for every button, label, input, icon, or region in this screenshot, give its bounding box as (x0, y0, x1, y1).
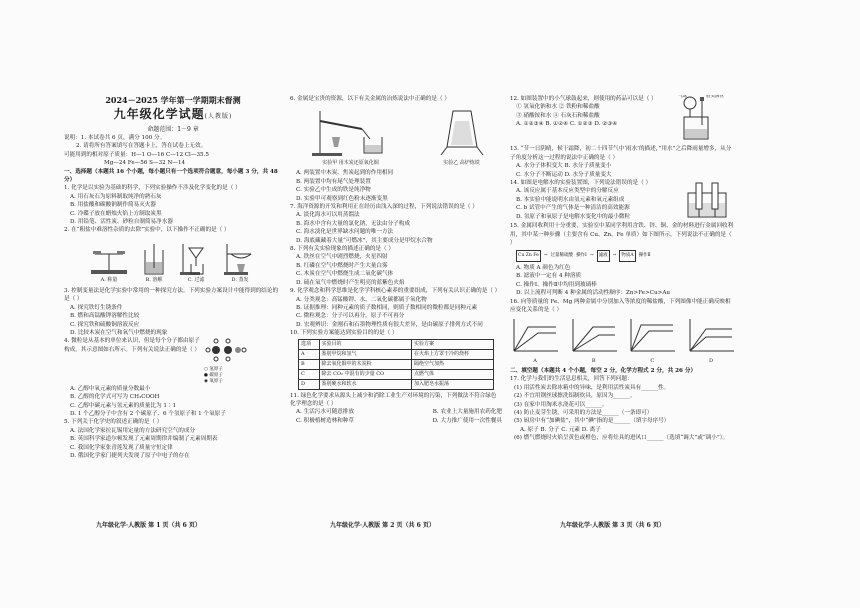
arrow-right-icon: → (543, 252, 548, 258)
experiment-table (298, 339, 494, 390)
option: D. 海底藏藏着大量“可燃冰”，其主要成分是甲烷水合物 (296, 237, 433, 244)
option: B. 滤液中一定有 4 种溶质 (516, 273, 582, 280)
question-text: 15. 金属回收利用十分重要，实验室中某同学利用含铁、锌、铜、金的材料进行金属回收利用，其中某一种步骤（主要含有 Cu、Zn、Fe 单质）如下图所示，下列说法不正确的是（ ） (510, 223, 734, 247)
arrow-right-icon: → (612, 252, 617, 258)
option: A. 淡化海水可以用蒸馏法 (296, 212, 360, 219)
arrow-right-icon: → (589, 252, 594, 258)
graph-label: C (650, 357, 655, 364)
flow-node: Cu Zn Fe (516, 250, 541, 262)
flow-label: 操作Ⅱ (638, 252, 651, 258)
graph-label: B (591, 357, 596, 364)
page-footer: 九年级化学·人教版 第 1 页（共 6 页） (96, 522, 201, 529)
question-text: 11. 绿色化学要求从源头上减少和消除工业生产对环境的污染，下列做法不符合绿色化学理念的是（ ） (290, 392, 497, 407)
option: C. 我国化学家张青莲发现了质量守恒定律 (70, 444, 173, 451)
sub-question: (6) 燃气燃烧时火焰呈黄色或橙色，应将灶具的进风口______（选填“调大”或“调小”）。 (514, 435, 729, 442)
option: C. 实验乙中生成的铁是纯净物 (296, 187, 371, 194)
option: D. 硫在氧气中燃烧时产生明亮的蓝紫色火焰 (296, 279, 405, 286)
note-line: 说明：1. 本试卷共 6 页，满分 100 分。 (64, 135, 166, 141)
page-2 (290, 95, 502, 535)
beaker-figure (139, 242, 169, 284)
page-3 (510, 95, 736, 535)
option: B. 英国科学家道尔顿发现了元素周期律并编制了元素周期表 (70, 436, 218, 443)
molecule-figure (204, 337, 280, 384)
q4-block (64, 337, 282, 384)
question-text: 17. 化学与我们的生活息息相关，回答下列问题： (510, 376, 633, 383)
evaporate-figure (223, 242, 257, 284)
page-1 (64, 95, 282, 535)
fig-label: C. 过滤 (187, 277, 205, 284)
fig-label: 实验甲 用木炭还原氧化铜 (322, 160, 379, 166)
q14-text (510, 179, 684, 222)
graph-d (686, 317, 736, 365)
option: A. 该反应属于基本反应类型中的分解反应 (516, 188, 619, 195)
page-footer: 九年级化学·人教版 第 2 页（共 6 页） (330, 522, 435, 529)
blast-furnace-figure (437, 107, 487, 167)
question-text: 8. 下列有关实验现象的描述正确的是（ ） (290, 246, 394, 253)
option-row (290, 417, 502, 425)
question-text: 1. 化学是以实验为基础的科学，下列实验操作不涉及化学变化的是（ ） (64, 185, 241, 192)
option: ③ 硝酸铵和水 ④ 石灰石和稀盐酸 (516, 112, 600, 119)
flask-figure (678, 95, 734, 145)
q16-graphs (510, 317, 736, 365)
fig-label: D. 蒸发 (231, 277, 249, 284)
option: C. 乙醇中碳元素与氢元素的质量比为 1∶1 (70, 402, 177, 409)
q12-text (510, 95, 678, 145)
question-text: 16. 向等质量的 Fe、Mg 两种金属中分别加入等浓度的稀盐酸，下列图像中能正确反映相应变化关系的是（ ） (510, 298, 731, 314)
carbon-reduction-figure (306, 107, 396, 167)
question-text: 5. 下列关于化学史的叙述正确的是（ ） (64, 419, 163, 426)
option: C. 水分子不断运动 D. 水分子质量变大 (516, 171, 612, 178)
question-text: 4. 微粒是从基本的单位来认识，但是每个分子都由原子构成。其示意图如右所示。下列有关说法正确的是（ ） (64, 338, 201, 353)
table-cell: 隔绝空气加热 (411, 359, 493, 369)
option: ① 氢氧化钠和水 ② 铁粉和稀盐酸 (516, 104, 600, 111)
table-row (299, 359, 494, 369)
option: C. b 试管中产生的气体是一种清洁的高效能源 (516, 205, 630, 212)
option: B. 两装置中均有尾气处理装置 (296, 178, 371, 185)
option: D. 用铅笔、活性炭、砂粒自制简易净水器 (70, 219, 173, 226)
main-title-text: 九年级化学试题 (113, 107, 205, 121)
question-text: 10. 下列实验方案能达到实验目的的是（ ） (290, 330, 398, 337)
table-header: 选项 (299, 339, 320, 349)
legend-label: 氢原子 (209, 366, 223, 372)
question-text: 7. 海洋资源的开发和利用正在经历由浅入深的过程，下列说法错误的是（ ） (290, 204, 478, 211)
q12-block (510, 95, 736, 145)
note-line: 可能用到的相对原子质量：H—1 O—16 C—12 Cl—35.5 (64, 151, 209, 158)
table-cell: D (299, 379, 320, 389)
option: A. 物质 A 颜色为红色 (516, 265, 571, 272)
exam-top-title: 2024－2025 学年第一学期期末督测 (105, 95, 241, 105)
table-header: 实验方案 (411, 339, 493, 349)
table-row (299, 369, 494, 379)
table-cell: 鉴别硬水和软水 (319, 379, 411, 389)
legend-label: 氧原子 (209, 378, 223, 384)
legend-item: ○ 氢原子 (204, 366, 223, 372)
sub-question: (2) 不宜用钢丝球擦洗铝制炊具，原因为______。 (514, 393, 636, 400)
question-text: 2. 在“粗盐中难溶性杂质的去除”实验中，以下操作不正确的是（ ） (64, 227, 230, 234)
fig-label: 气球 (678, 95, 687, 99)
sub-question: (4) 防止麦芽生锈，可采用的方法是______（一条即可） (514, 409, 653, 416)
option: B. 红磷在空气中燃烧时产生大量白雾 (296, 262, 388, 269)
option: A. 法国化学家拉瓦锡用定量的方法研究空气的成分 (70, 427, 196, 434)
sub-question: A. 原子 B. 分子 C. 元素 D. 离子 (520, 426, 601, 433)
question-text: 6. 金属是宝贵的资源，以下有关金属的冶炼说法中正确的是（ ） (290, 96, 450, 102)
exam-main-title (64, 106, 282, 125)
table-cell: A (299, 349, 320, 359)
option: D. 氢原子和氧原子是电解水变化中的最小微粒 (516, 213, 631, 220)
option: B. 用盐酸和碳酸钠制作简易灭火器 (70, 202, 156, 209)
option: A. 用石灰石为原料制取纯净的熟石灰 (70, 193, 162, 200)
option: B. 燃和高锰酸钾溶解性比较 (70, 313, 140, 320)
legend-label: 碳原子 (209, 372, 223, 378)
graph-a (510, 317, 560, 365)
option: A. 生活污水可随意排放 (296, 409, 354, 416)
ethanol-molecule-icon (204, 337, 248, 363)
question-text: 3. 控制变量法是化学实验中常用的一种探究方法。下列实验方案设计中能得到的结论的是（ ） (64, 287, 279, 303)
option: D. 以上流程可判断 4 种金属的活动性顺序：Zn>Fe>Cu>Au (516, 290, 671, 297)
option: A. 分类观念：高锰酸钾、水、二氧化碳都属于氧化物 (296, 296, 427, 303)
graph-label: A (533, 357, 537, 364)
option: D. 宏观辨识：金刚石和石墨物理性质有很大差异，是由碳原子排列方式不同 (296, 321, 483, 328)
section-heading: 一、选择题（本题共 16 个小题，每小题只有一个选项符合题意，每小题 3 分，共 48 分） (64, 168, 278, 184)
flow-node: 物质A (619, 250, 635, 262)
fig-label: A. 称量 (100, 277, 118, 284)
flow-diagram (516, 250, 736, 262)
option: A. 探究铁钉生锈条件 (70, 304, 123, 311)
table-row (299, 349, 494, 359)
question-text: 13. “节一日阴晴，候于霜降，初二十四节气中‘雨水’的描述，”用水”之后降雨量增多，从分子角度分析这一过程的说法中正确的是（ ） (510, 146, 732, 161)
option: C. 木炭在空气中燃烧生成二氧化碳气体 (296, 271, 394, 278)
table-cell: 除去 CO₂ 中混有的少量 CO (319, 369, 411, 379)
note-line: Mg—24 Fe—56 S—32 N—14 (104, 160, 186, 167)
legend-item: ◉ 氧原子 (204, 378, 223, 384)
flow-label: 操作Ⅰ (576, 252, 587, 258)
page-footer: 九年级化学·人教版 第 3 页（共 6 页） (560, 522, 665, 529)
fig-label: 实验乙 高炉炼铁 (443, 160, 480, 166)
table-cell: 加入肥皂水振荡 (411, 379, 493, 389)
option: D. 俄国化学家门捷列夫发现了原子中电子的存在 (70, 452, 190, 459)
question-text: 14. 如图是电解水的实验装置图，下列说法错误的是（ ） (510, 180, 652, 187)
option: D. 大力推广使用一次性餐具 (432, 417, 502, 424)
sub-question: (5) 厨房中有“加碘盐”，其中“碘”指的是______（填字母序号） (514, 418, 670, 425)
electrolysis-figure (684, 179, 730, 222)
option: D. 实验甲可观察到红色粉末逐渐变黑 (296, 195, 388, 202)
filter-figure (179, 242, 213, 284)
option: D. 比较木炭在空气和氧气中燃烧的现象 (70, 329, 168, 336)
flow-node: 滤液 (597, 250, 610, 262)
note-line: 2. 请将所有答案填写在答题卡上，答在试卷上无效。 (76, 143, 207, 150)
option: C. 积极植树造林和种草 (296, 417, 354, 424)
balance-figure (89, 242, 129, 284)
option: A. 乙醇中氧元素的质量分数最小 (70, 385, 151, 392)
option: C. 操作Ⅰ、操作Ⅱ中均用到玻璃棒 (516, 281, 597, 288)
option: C. 海水淡化是世界缺水问题的唯一方法 (296, 229, 394, 236)
fig-label: 胶头滴管 (706, 95, 724, 99)
question-text: 9. 化学观念和科学思维是化学学科核心素养的重要组成，下列有关认识正确的是（ ） (290, 288, 501, 295)
option: B. 农业上大量施用农药化肥 (432, 409, 502, 416)
option: A. 水分子体积变大 B. 水分子质量变小 (516, 163, 612, 170)
table-cell: 鉴别甲烷和氢气 (319, 349, 411, 359)
option: B. 乙醇的化学式可写为 CH₃COOH (70, 394, 160, 401)
edition-tag: (人教版) (204, 113, 233, 120)
flow-label: 过量稀硫酸 (550, 252, 574, 258)
q6-figures (290, 105, 502, 167)
option: A. 铁丝在空气中剧烈燃烧，火星四射 (296, 254, 388, 261)
graph-c (627, 317, 677, 365)
option: B. 海水中含有大量的氯化钠，无法由分子构成 (296, 220, 410, 227)
scope-text: 命题范围：1－9 章 (147, 126, 199, 133)
option: C. 微粒观念：分子可以再分，原子不可再分 (296, 313, 405, 320)
table-cell: B (299, 359, 320, 369)
option: D. 1 个乙醇分子中含有 2 个碳原子、6 个氢原子和 1 个氧原子 (70, 410, 226, 417)
q14-block (510, 179, 736, 222)
question-text: 12. 如图装置中的小气球鼓起来，则使用的药品可以是（ ） (510, 96, 657, 102)
table-cell: 除去氧化铜中的木炭粉 (319, 359, 411, 369)
graph-b (569, 317, 619, 365)
sub-question: (3) 在家中用淘米水浇花可以______。 (514, 401, 608, 408)
table-row (299, 379, 494, 389)
graph-label: D (708, 357, 713, 364)
option: C. 冷碟子放在蜡烛火焰上方制取炭黑 (70, 210, 162, 217)
sub-question: (1) 用活性炭去除冰箱中的异味，是利用活性炭具有______性。 (514, 384, 670, 391)
option: A. 两装置中木炭、焦炭起到的作用相同 (296, 170, 394, 177)
table-cell: C (299, 369, 320, 379)
option-row (290, 408, 502, 416)
q2-figures (64, 237, 282, 285)
table-header-row (299, 339, 494, 349)
legend-item: ● 碳原子 (204, 372, 223, 378)
table-cell: 在火焰上方罩干冷的烧杯 (411, 349, 493, 359)
option: B. 本实验中能说明水由氢元素和氧元素组成 (516, 196, 625, 203)
option: A. ①②③④ B. ①②④ C. ①②③ D. ②③④ (516, 121, 618, 128)
table-header: 实验目的 (319, 339, 411, 349)
section-heading: 二、填空题（本题共 4 个小题，每空 2 分，化学方程式 2 分，共 26 分） (510, 367, 697, 374)
option: B. 证据推理：同种元素的质子数相同，则质子数相同的微粒都是同种元素 (296, 304, 478, 311)
fig-label: B. 溶解 (145, 277, 163, 284)
option: C. 探究铁和硫酸铜溶液反应 (70, 321, 140, 328)
table-cell: 点燃气体 (411, 369, 493, 379)
